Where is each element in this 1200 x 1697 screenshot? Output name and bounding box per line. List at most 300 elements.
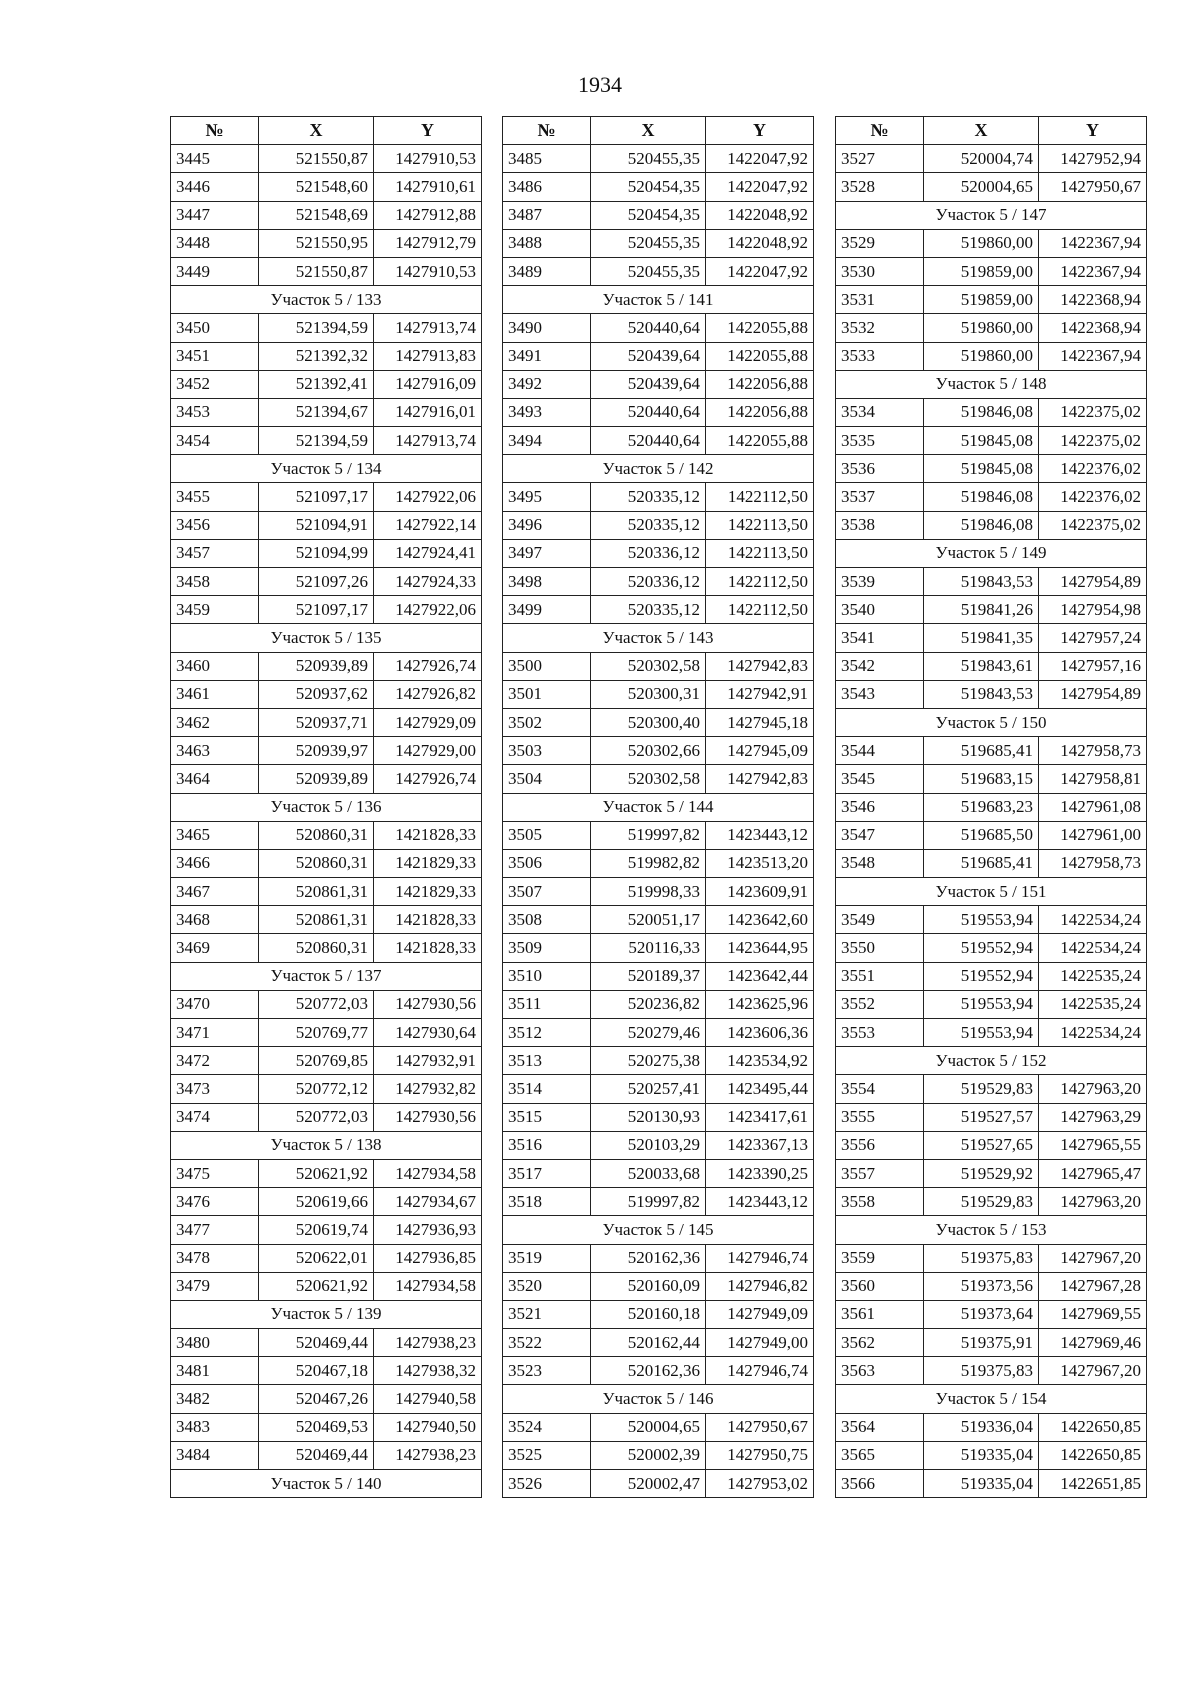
table-row (171, 1075, 482, 1103)
table-row (171, 173, 482, 201)
y-coordinate: 1427922,14 (374, 511, 482, 539)
y-coordinate: 1422367,94 (1039, 257, 1147, 285)
x-coordinate: 520469,44 (259, 1441, 374, 1469)
point-number: 3533 (836, 342, 924, 370)
x-coordinate: 520275,38 (591, 1047, 706, 1075)
point-number: 3470 (171, 990, 259, 1018)
point-number: 3549 (836, 906, 924, 934)
table-row (503, 1188, 814, 1216)
point-number: 3504 (503, 765, 591, 793)
y-coordinate: 1427916,09 (374, 370, 482, 398)
point-number: 3513 (503, 1047, 591, 1075)
y-coordinate: 1427926,82 (374, 680, 482, 708)
y-coordinate: 1423443,12 (706, 1188, 814, 1216)
point-number: 3531 (836, 286, 924, 314)
y-coordinate: 1427916,01 (374, 398, 482, 426)
point-number: 3565 (836, 1441, 924, 1469)
table-row (836, 427, 1147, 455)
x-coordinate: 519841,35 (924, 624, 1039, 652)
header-x: X (591, 117, 706, 145)
y-coordinate: 1427949,09 (706, 1300, 814, 1328)
point-number: 3478 (171, 1244, 259, 1272)
section-title: Участок 5 / 142 (503, 455, 814, 483)
y-coordinate: 1427961,08 (1039, 793, 1147, 821)
x-coordinate: 519846,08 (924, 398, 1039, 426)
x-coordinate: 519685,41 (924, 737, 1039, 765)
point-number: 3472 (171, 1047, 259, 1075)
y-coordinate: 1427963,29 (1039, 1103, 1147, 1131)
x-coordinate: 519859,00 (924, 257, 1039, 285)
section-title: Участок 5 / 148 (836, 370, 1147, 398)
y-coordinate: 1422056,88 (706, 398, 814, 426)
point-number: 3519 (503, 1244, 591, 1272)
y-coordinate: 1422113,50 (706, 511, 814, 539)
point-number: 3501 (503, 680, 591, 708)
table-row (503, 737, 814, 765)
section-row (836, 370, 1147, 398)
y-coordinate: 1421829,33 (374, 878, 482, 906)
table-row (171, 201, 482, 229)
section-title: Участок 5 / 138 (171, 1131, 482, 1159)
table-row (836, 398, 1147, 426)
x-coordinate: 520162,36 (591, 1244, 706, 1272)
section-title: Участок 5 / 134 (171, 455, 482, 483)
point-number: 3563 (836, 1357, 924, 1385)
y-coordinate: 1427954,89 (1039, 568, 1147, 596)
table-row (171, 1047, 482, 1075)
table-row (503, 1470, 814, 1498)
table-row (171, 229, 482, 257)
section-title: Участок 5 / 145 (503, 1216, 814, 1244)
point-number: 3489 (503, 257, 591, 285)
section-title: Участок 5 / 153 (836, 1216, 1147, 1244)
section-row (503, 793, 814, 821)
table-row (171, 1019, 482, 1047)
table-row (171, 427, 482, 455)
point-number: 3487 (503, 201, 591, 229)
table-row (503, 1159, 814, 1187)
point-number: 3553 (836, 1019, 924, 1047)
y-coordinate: 1427940,58 (374, 1385, 482, 1413)
point-number: 3566 (836, 1470, 924, 1498)
table-row (171, 539, 482, 567)
point-number: 3554 (836, 1075, 924, 1103)
point-number: 3537 (836, 483, 924, 511)
y-coordinate: 1422375,02 (1039, 427, 1147, 455)
y-coordinate: 1422055,88 (706, 314, 814, 342)
y-coordinate: 1427961,00 (1039, 821, 1147, 849)
table-row (171, 708, 482, 736)
table-row (171, 849, 482, 877)
point-number: 3457 (171, 539, 259, 567)
point-number: 3522 (503, 1329, 591, 1357)
point-number: 3481 (171, 1357, 259, 1385)
table-row (503, 821, 814, 849)
point-number: 3525 (503, 1441, 591, 1469)
section-row (503, 286, 814, 314)
x-coordinate: 520455,35 (591, 257, 706, 285)
table-row (503, 1244, 814, 1272)
table-row (836, 257, 1147, 285)
table-row (836, 1188, 1147, 1216)
point-number: 3558 (836, 1188, 924, 1216)
table-row (503, 962, 814, 990)
point-number: 3464 (171, 765, 259, 793)
table-row (171, 990, 482, 1018)
header-y: Y (374, 117, 482, 145)
table-row (171, 906, 482, 934)
y-coordinate: 1427912,79 (374, 229, 482, 257)
y-coordinate: 1427965,55 (1039, 1131, 1147, 1159)
point-number: 3529 (836, 229, 924, 257)
point-number: 3492 (503, 370, 591, 398)
table-row (503, 539, 814, 567)
x-coordinate: 521550,87 (259, 145, 374, 173)
table-row (503, 596, 814, 624)
point-number: 3488 (503, 229, 591, 257)
table-row (503, 483, 814, 511)
table-row (171, 596, 482, 624)
y-coordinate: 1427929,09 (374, 708, 482, 736)
x-coordinate: 520160,18 (591, 1300, 706, 1328)
y-coordinate: 1423625,96 (706, 990, 814, 1018)
x-coordinate: 520769,85 (259, 1047, 374, 1075)
section-row (836, 878, 1147, 906)
point-number: 3494 (503, 427, 591, 455)
y-coordinate: 1427934,67 (374, 1188, 482, 1216)
table-row (503, 990, 814, 1018)
point-number: 3451 (171, 342, 259, 370)
table-row (836, 314, 1147, 342)
point-number: 3509 (503, 934, 591, 962)
y-coordinate: 1427950,67 (706, 1413, 814, 1441)
section-row (503, 1216, 814, 1244)
y-coordinate: 1427913,83 (374, 342, 482, 370)
x-coordinate: 520619,74 (259, 1216, 374, 1244)
point-number: 3542 (836, 652, 924, 680)
y-coordinate: 1427910,53 (374, 145, 482, 173)
table-row (171, 1188, 482, 1216)
x-coordinate: 519373,64 (924, 1300, 1039, 1328)
point-number: 3559 (836, 1244, 924, 1272)
x-coordinate: 519553,94 (924, 906, 1039, 934)
y-coordinate: 1427938,23 (374, 1329, 482, 1357)
x-coordinate: 521392,41 (259, 370, 374, 398)
x-coordinate: 519997,82 (591, 821, 706, 849)
point-number: 3524 (503, 1413, 591, 1441)
point-number: 3555 (836, 1103, 924, 1131)
section-title: Участок 5 / 135 (171, 624, 482, 652)
y-coordinate: 1427924,33 (374, 568, 482, 596)
x-coordinate: 520002,39 (591, 1441, 706, 1469)
table-row (171, 652, 482, 680)
section-title: Участок 5 / 143 (503, 624, 814, 652)
table-row (836, 1272, 1147, 1300)
table-row (836, 455, 1147, 483)
x-coordinate: 520939,97 (259, 737, 374, 765)
section-row (171, 624, 482, 652)
y-coordinate: 1422055,88 (706, 427, 814, 455)
point-number: 3462 (171, 708, 259, 736)
point-number: 3535 (836, 427, 924, 455)
y-coordinate: 1422112,50 (706, 483, 814, 511)
table-row (503, 934, 814, 962)
point-number: 3456 (171, 511, 259, 539)
y-coordinate: 1427950,75 (706, 1441, 814, 1469)
x-coordinate: 520939,89 (259, 765, 374, 793)
point-number: 3483 (171, 1413, 259, 1441)
x-coordinate: 520772,03 (259, 990, 374, 1018)
header-row (171, 117, 482, 145)
header-num: № (171, 117, 259, 145)
x-coordinate: 519998,33 (591, 878, 706, 906)
y-coordinate: 1421828,33 (374, 821, 482, 849)
x-coordinate: 521097,26 (259, 568, 374, 596)
x-coordinate: 520621,92 (259, 1272, 374, 1300)
point-number: 3490 (503, 314, 591, 342)
y-coordinate: 1422650,85 (1039, 1413, 1147, 1441)
x-coordinate: 521550,95 (259, 229, 374, 257)
x-coordinate: 519846,08 (924, 511, 1039, 539)
x-coordinate: 521094,91 (259, 511, 374, 539)
section-title: Участок 5 / 144 (503, 793, 814, 821)
x-coordinate: 519552,94 (924, 934, 1039, 962)
table-row (503, 1413, 814, 1441)
header-x: X (924, 117, 1039, 145)
y-coordinate: 1422113,50 (706, 539, 814, 567)
y-coordinate: 1422535,24 (1039, 990, 1147, 1018)
point-number: 3528 (836, 173, 924, 201)
header-num: № (836, 117, 924, 145)
y-coordinate: 1422367,94 (1039, 342, 1147, 370)
point-number: 3454 (171, 427, 259, 455)
table-row (503, 906, 814, 934)
y-coordinate: 1427913,74 (374, 427, 482, 455)
table-row (171, 398, 482, 426)
table-row (836, 680, 1147, 708)
table-row (503, 878, 814, 906)
y-coordinate: 1427932,82 (374, 1075, 482, 1103)
table-row (836, 286, 1147, 314)
y-coordinate: 1422047,92 (706, 173, 814, 201)
y-coordinate: 1427930,64 (374, 1019, 482, 1047)
x-coordinate: 519685,41 (924, 849, 1039, 877)
x-coordinate: 519552,94 (924, 962, 1039, 990)
y-coordinate: 1427936,85 (374, 1244, 482, 1272)
table-row (836, 1300, 1147, 1328)
point-number: 3521 (503, 1300, 591, 1328)
y-coordinate: 1427910,61 (374, 173, 482, 201)
section-row (836, 1216, 1147, 1244)
table-row (836, 849, 1147, 877)
x-coordinate: 520004,74 (924, 145, 1039, 173)
x-coordinate: 520300,40 (591, 708, 706, 736)
x-coordinate: 520861,31 (259, 906, 374, 934)
table-row (503, 1131, 814, 1159)
x-coordinate: 519860,00 (924, 314, 1039, 342)
y-coordinate: 1421828,33 (374, 906, 482, 934)
point-number: 3475 (171, 1159, 259, 1187)
table-row (171, 1272, 482, 1300)
x-coordinate: 520279,46 (591, 1019, 706, 1047)
table-row (836, 1441, 1147, 1469)
x-coordinate: 520162,36 (591, 1357, 706, 1385)
y-coordinate: 1423534,92 (706, 1047, 814, 1075)
point-number: 3545 (836, 765, 924, 793)
table-row (836, 145, 1147, 173)
table-row (836, 765, 1147, 793)
y-coordinate: 1422048,92 (706, 201, 814, 229)
point-number: 3511 (503, 990, 591, 1018)
x-coordinate: 519843,53 (924, 680, 1039, 708)
point-number: 3520 (503, 1272, 591, 1300)
point-number: 3539 (836, 568, 924, 596)
x-coordinate: 519527,65 (924, 1131, 1039, 1159)
x-coordinate: 520861,31 (259, 878, 374, 906)
point-number: 3502 (503, 708, 591, 736)
x-coordinate: 521394,59 (259, 427, 374, 455)
table-row (171, 680, 482, 708)
x-coordinate: 520439,64 (591, 370, 706, 398)
x-coordinate: 520440,64 (591, 314, 706, 342)
header-row (836, 117, 1147, 145)
y-coordinate: 1421828,33 (374, 934, 482, 962)
point-number: 3518 (503, 1188, 591, 1216)
y-coordinate: 1427967,28 (1039, 1272, 1147, 1300)
table-row (171, 314, 482, 342)
y-coordinate: 1427963,20 (1039, 1188, 1147, 1216)
point-number: 3458 (171, 568, 259, 596)
section-row (836, 539, 1147, 567)
table-row (836, 624, 1147, 652)
table-row (171, 1216, 482, 1244)
table-row (171, 483, 482, 511)
section-row (171, 286, 482, 314)
table-row (836, 1131, 1147, 1159)
x-coordinate: 519683,23 (924, 793, 1039, 821)
table-row (836, 737, 1147, 765)
table-row (171, 1329, 482, 1357)
y-coordinate: 1422048,92 (706, 229, 814, 257)
y-coordinate: 1427945,09 (706, 737, 814, 765)
x-coordinate: 520302,66 (591, 737, 706, 765)
x-coordinate: 521548,69 (259, 201, 374, 229)
x-coordinate: 519375,91 (924, 1329, 1039, 1357)
x-coordinate: 520469,44 (259, 1329, 374, 1357)
point-number: 3480 (171, 1329, 259, 1357)
point-number: 3450 (171, 314, 259, 342)
point-number: 3468 (171, 906, 259, 934)
point-number: 3474 (171, 1103, 259, 1131)
y-coordinate: 1427930,56 (374, 1103, 482, 1131)
section-title: Участок 5 / 149 (836, 539, 1147, 567)
x-coordinate: 519375,83 (924, 1244, 1039, 1272)
y-coordinate: 1422375,02 (1039, 398, 1147, 426)
section-row (171, 455, 482, 483)
table-row (836, 1329, 1147, 1357)
y-coordinate: 1422650,85 (1039, 1441, 1147, 1469)
y-coordinate: 1427958,73 (1039, 849, 1147, 877)
section-title: Участок 5 / 151 (836, 878, 1147, 906)
y-coordinate: 1427952,94 (1039, 145, 1147, 173)
table-row (503, 229, 814, 257)
point-number: 3497 (503, 539, 591, 567)
x-coordinate: 520335,12 (591, 511, 706, 539)
point-number: 3499 (503, 596, 591, 624)
x-coordinate: 520302,58 (591, 765, 706, 793)
x-coordinate: 519529,83 (924, 1075, 1039, 1103)
table-row (503, 342, 814, 370)
point-number: 3446 (171, 173, 259, 201)
x-coordinate: 520622,01 (259, 1244, 374, 1272)
table-row (836, 906, 1147, 934)
x-coordinate: 520160,09 (591, 1272, 706, 1300)
point-number: 3534 (836, 398, 924, 426)
y-coordinate: 1427938,32 (374, 1357, 482, 1385)
header-y: Y (1039, 117, 1147, 145)
y-coordinate: 1427965,47 (1039, 1159, 1147, 1187)
x-coordinate: 520455,35 (591, 145, 706, 173)
point-number: 3527 (836, 145, 924, 173)
x-coordinate: 519336,04 (924, 1413, 1039, 1441)
x-coordinate: 520189,37 (591, 962, 706, 990)
table-row (171, 1385, 482, 1413)
point-number: 3505 (503, 821, 591, 849)
y-coordinate: 1427969,46 (1039, 1329, 1147, 1357)
table-row (503, 568, 814, 596)
x-coordinate: 521394,67 (259, 398, 374, 426)
x-coordinate: 521097,17 (259, 483, 374, 511)
y-coordinate: 1422534,24 (1039, 934, 1147, 962)
x-coordinate: 520860,31 (259, 934, 374, 962)
y-coordinate: 1427967,20 (1039, 1244, 1147, 1272)
table-row (171, 821, 482, 849)
section-title: Участок 5 / 150 (836, 708, 1147, 736)
y-coordinate: 1422368,94 (1039, 286, 1147, 314)
y-coordinate: 1427934,58 (374, 1272, 482, 1300)
section-title: Участок 5 / 147 (836, 201, 1147, 229)
x-coordinate: 520004,65 (591, 1413, 706, 1441)
y-coordinate: 1427945,18 (706, 708, 814, 736)
x-coordinate: 520769,77 (259, 1019, 374, 1047)
point-number: 3550 (836, 934, 924, 962)
table-row (836, 990, 1147, 1018)
x-coordinate: 520619,66 (259, 1188, 374, 1216)
x-coordinate: 520004,65 (924, 173, 1039, 201)
table-row (171, 257, 482, 285)
y-coordinate: 1427942,83 (706, 765, 814, 793)
table-row (171, 737, 482, 765)
y-coordinate: 1427940,50 (374, 1413, 482, 1441)
table-row (836, 1019, 1147, 1047)
point-number: 3512 (503, 1019, 591, 1047)
header-num: № (503, 117, 591, 145)
point-number: 3510 (503, 962, 591, 990)
x-coordinate: 520454,35 (591, 201, 706, 229)
table-row (503, 1441, 814, 1469)
x-coordinate: 520772,12 (259, 1075, 374, 1103)
table-row (503, 1300, 814, 1328)
point-number: 3453 (171, 398, 259, 426)
y-coordinate: 1423513,20 (706, 849, 814, 877)
point-number: 3540 (836, 596, 924, 624)
y-coordinate: 1423443,12 (706, 821, 814, 849)
point-number: 3486 (503, 173, 591, 201)
point-number: 3482 (171, 1385, 259, 1413)
y-coordinate: 1423367,13 (706, 1131, 814, 1159)
y-coordinate: 1427954,89 (1039, 680, 1147, 708)
x-coordinate: 519529,92 (924, 1159, 1039, 1187)
